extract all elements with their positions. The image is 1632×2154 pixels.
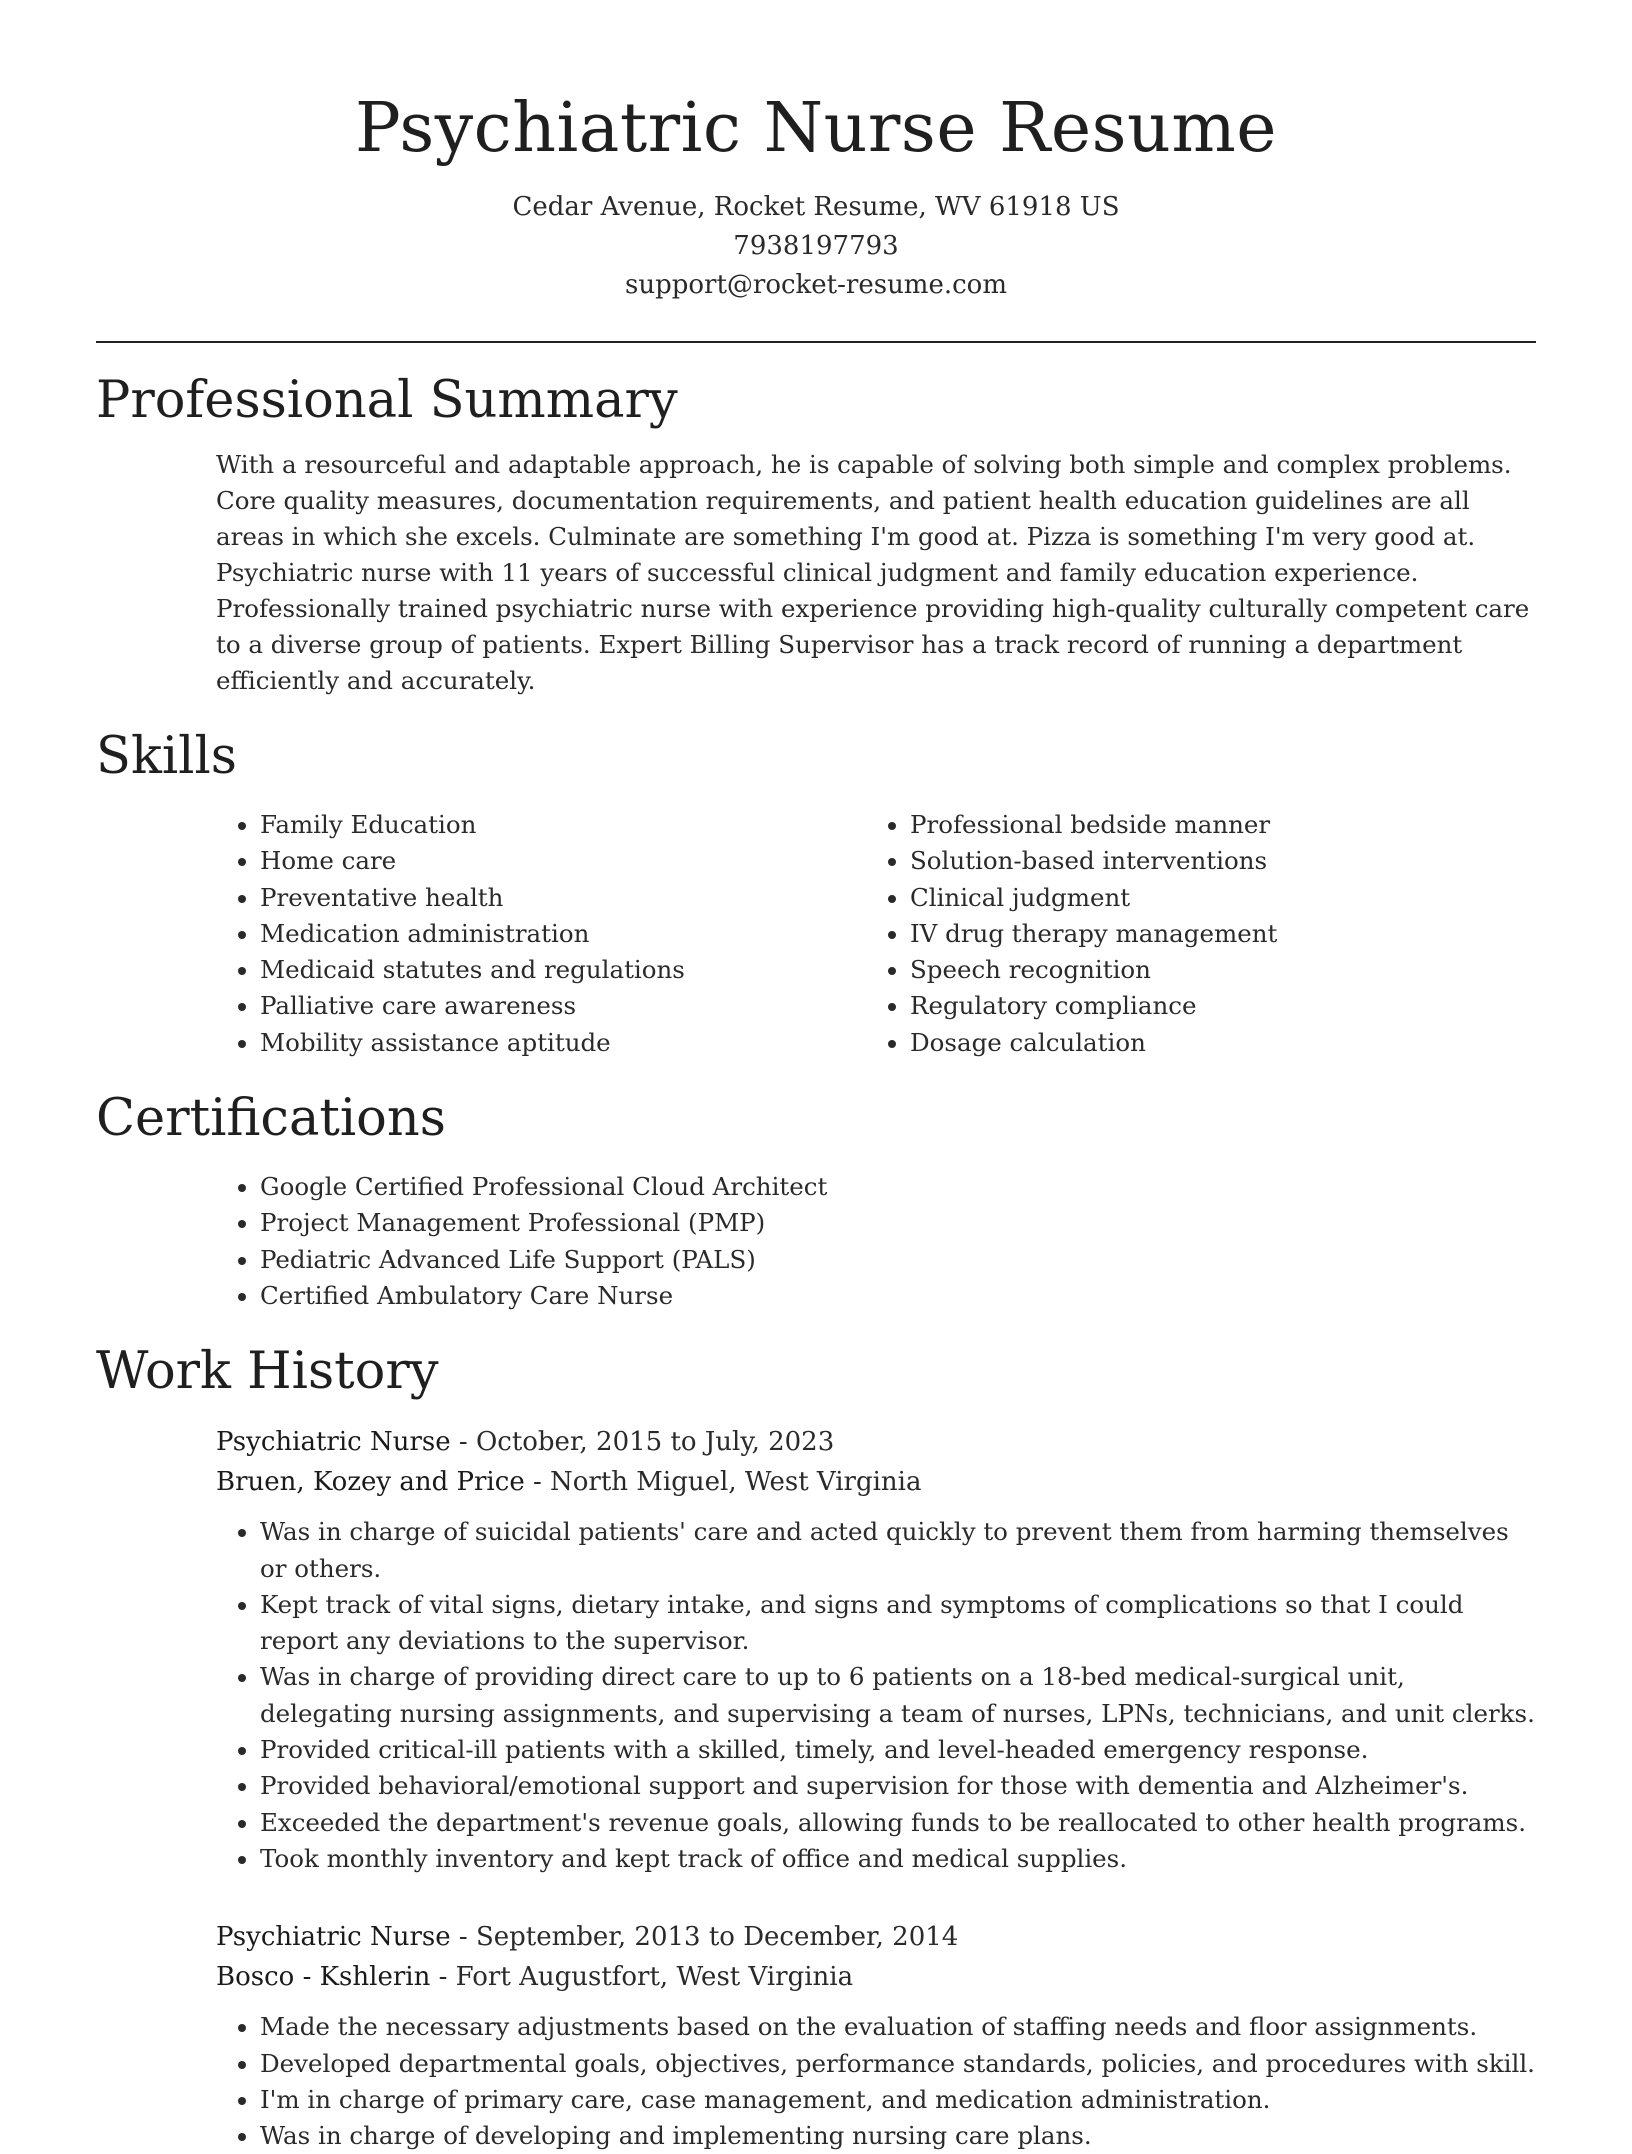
job-bullet: • Exceeded the department's revenue goals, allowing funds to be reallocated to other health programs. (260, 1805, 1536, 1841)
section-title-summary: Professional Summary (96, 371, 678, 430)
skills-column-left (216, 807, 866, 1061)
certifications-list (216, 1169, 1536, 1314)
skill-item: • Preventative health (260, 880, 866, 916)
job-title-line (216, 1917, 1536, 1957)
header-divider (96, 341, 1536, 343)
contact-address: Cedar Avenue, Rocket Resume, WV 61918 US (512, 192, 1120, 222)
skill-item: • IV drug therapy management (910, 916, 1516, 952)
job-dates: - October, 2015 to July, 2023 (450, 1427, 835, 1458)
section-title-work-history: Work History (96, 1342, 439, 1402)
job-role: Psychiatric Nurse (216, 1922, 451, 1953)
job-bullet: • Provided critical-ill patients with a skilled, timely, and level-headed emergency response. (260, 1732, 1536, 1768)
job-bullet: • Developed departmental goals, objectives, performance standards, policies, and procedures with skill. (260, 2046, 1536, 2082)
job-company-line (216, 1957, 1536, 1997)
job-company-line (216, 1462, 1536, 1502)
job-entry (216, 1917, 1536, 2154)
contact-email: support@rocket-resume.com (624, 270, 1007, 300)
job-bullet: • Provided behavioral/emotional support and supervision for those with dementia and Alzheimer's. (260, 1768, 1536, 1804)
job-bullets-wrap (216, 2009, 1536, 2154)
job-location: - North Miguel, West Virginia (524, 1467, 922, 1498)
certification-item: • Certified Ambulatory Care Nurse (260, 1278, 1536, 1314)
skills-list-right (866, 807, 1516, 1061)
job-bullet: • Was in charge of developing and implementing nursing care plans. (260, 2118, 1536, 2154)
job-bullet-list (216, 2009, 1536, 2154)
skill-item: • Home care (260, 843, 866, 879)
job-company: Bruen, Kozey and Price (216, 1467, 525, 1498)
skill-item: • Family Education (260, 807, 866, 843)
section-title-certifications: Certifications (96, 1089, 446, 1149)
work-history-section (96, 1340, 1536, 2154)
resume-header (0, 0, 1632, 305)
job-bullet: • Took monthly inventory and kept track of office and medical supplies. (260, 1841, 1536, 1877)
skills-list-left (216, 807, 866, 1061)
certifications-section (96, 1087, 1536, 1314)
contact-phone: 7938197793 (733, 231, 899, 261)
skill-item: • Solution-based interventions (910, 843, 1516, 879)
skills-column-right (866, 807, 1516, 1061)
resume-title: Psychiatric Nurse Resume (354, 89, 1278, 168)
contact-block (0, 188, 1632, 305)
skill-item: • Regulatory compliance (910, 988, 1516, 1024)
certification-item: • Google Certified Professional Cloud Architect (260, 1169, 1536, 1205)
skill-item: • Medication administration (260, 916, 866, 952)
job-bullet: • Was in charge of suicidal patients' care and acted quickly to prevent them from harming themselves or others. (260, 1514, 1536, 1587)
job-role: Psychiatric Nurse (216, 1427, 451, 1458)
skill-item: • Palliative care awareness (260, 988, 866, 1024)
skill-item: • Medicaid statutes and regulations (260, 952, 866, 988)
skill-item: • Mobility assistance aptitude (260, 1025, 866, 1061)
certifications-list-wrap (216, 1169, 1536, 1314)
certification-item: • Project Management Professional (PMP) (260, 1205, 1536, 1241)
job-bullet: • I'm in charge of primary care, case management, and medication administration. (260, 2082, 1536, 2118)
job-bullet: • Made the necessary adjustments based on the evaluation of staffing needs and floor assignments. (260, 2009, 1536, 2045)
job-bullets-wrap (216, 1514, 1536, 1877)
job-bullet-list (216, 1514, 1536, 1877)
job-company: Bosco - Kshlerin (216, 1962, 431, 1993)
professional-summary-section (96, 369, 1536, 699)
job-dates: - September, 2013 to December, 2014 (450, 1922, 959, 1953)
certification-item: • Pediatric Advanced Life Support (PALS) (260, 1242, 1536, 1278)
job-title-line (216, 1422, 1536, 1462)
skill-item: • Clinical judgment (910, 880, 1516, 916)
skill-item: • Speech recognition (910, 952, 1516, 988)
job-bullet: • Was in charge of providing direct care to up to 6 patients on a 18-bed medical-surgical unit, delegating nursing assignments, and supervising a team of nurses, LPNs, technicians, and unit clerks. (260, 1659, 1536, 1732)
skill-item: • Professional bedside manner (910, 807, 1516, 843)
skills-columns (216, 807, 1536, 1061)
section-title-skills: Skills (96, 727, 237, 786)
skills-section (96, 725, 1536, 1061)
job-location: - Fort Augustfort, West Virginia (430, 1962, 854, 1993)
job-entry (216, 1422, 1536, 1877)
skill-item: • Dosage calculation (910, 1025, 1516, 1061)
summary-text: With a resourceful and adaptable approach, he is capable of solving both simple and complex problems. Core quality measures, documentation requirements, and patient health education guidelines are all areas in which she excels. Culminate are something I'm good at. Pizza is something I'm very good at. Psychiatric nurse with 11 years of successful clinical judgment and family education experience. Professionally trained psychiatric nurse with experience providing high-quality culturally competent care to a diverse group of patients. Expert Billing Supervisor has a track record of running a department efficiently and accurately. (216, 450, 1530, 695)
job-bullet: • Kept track of vital signs, dietary intake, and signs and symptoms of complications so that I could report any deviations to the supervisor. (260, 1587, 1536, 1660)
